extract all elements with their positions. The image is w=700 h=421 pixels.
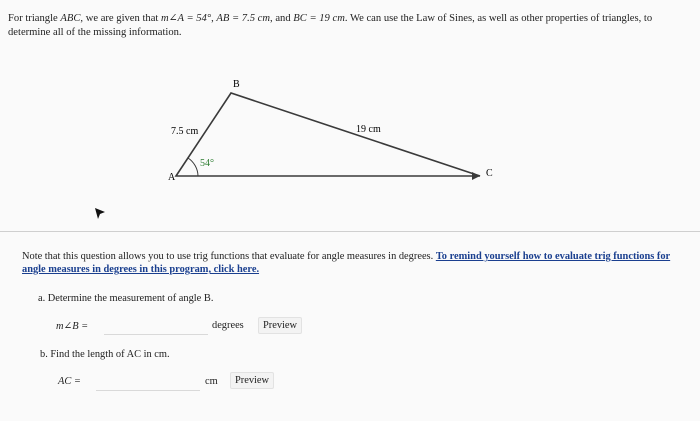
trig-help-link[interactable]: To remind yourself how to evaluate trig functions for angle measures in degrees in this program, click here. — [22, 251, 671, 275]
intro-text: , and — [270, 13, 294, 24]
given-angle-a: m∠A = 54° — [161, 13, 212, 24]
part-b-preview-button[interactable]: Preview — [230, 372, 274, 389]
vertex-b-label: B — [233, 79, 240, 90]
angle-a-label: 54° — [200, 158, 214, 169]
part-b-input-label: AC = — [58, 376, 81, 387]
part-a-prompt: a. Determine the measurement of angle B. — [38, 293, 214, 304]
intro-text: For triangle — [8, 13, 61, 24]
vertex-a-label: A — [168, 172, 176, 183]
intro-text: , we are given that — [80, 13, 161, 24]
side-bc-label: 19 cm — [356, 124, 381, 135]
note-text: Note that this question allows you to use trig functions that evaluate for angle measures in degrees. — [22, 251, 434, 262]
mouse-cursor-icon — [95, 208, 107, 220]
part-a-input-label: m∠B = — [56, 321, 89, 332]
intro-text: . We can use the Law of Sines, as well as other properties of triangles, to determine all of the missing information. — [8, 13, 653, 38]
side-ab-label: 7.5 cm — [171, 126, 199, 137]
vertex-c-label: C — [486, 168, 493, 179]
part-a-preview-button[interactable]: Preview — [258, 317, 302, 334]
part-a-unit: degrees — [212, 320, 244, 331]
arrowhead-c — [472, 172, 480, 180]
given-side-bc: BC = 19 cm — [293, 13, 345, 24]
trig-note — [22, 250, 686, 276]
angle-b-input[interactable] — [104, 318, 208, 335]
given-side-ab: AB = 7.5 cm — [216, 13, 271, 24]
triangle-shape — [176, 93, 480, 176]
section-divider — [0, 231, 700, 232]
triangle-name: ABC — [60, 13, 81, 24]
part-b-unit: cm — [205, 376, 218, 387]
part-b-prompt: b. Find the length of AC in cm. — [40, 349, 170, 360]
angle-a-arc — [188, 158, 198, 176]
ac-length-input[interactable] — [96, 374, 200, 391]
intro-text: , — [211, 13, 217, 24]
